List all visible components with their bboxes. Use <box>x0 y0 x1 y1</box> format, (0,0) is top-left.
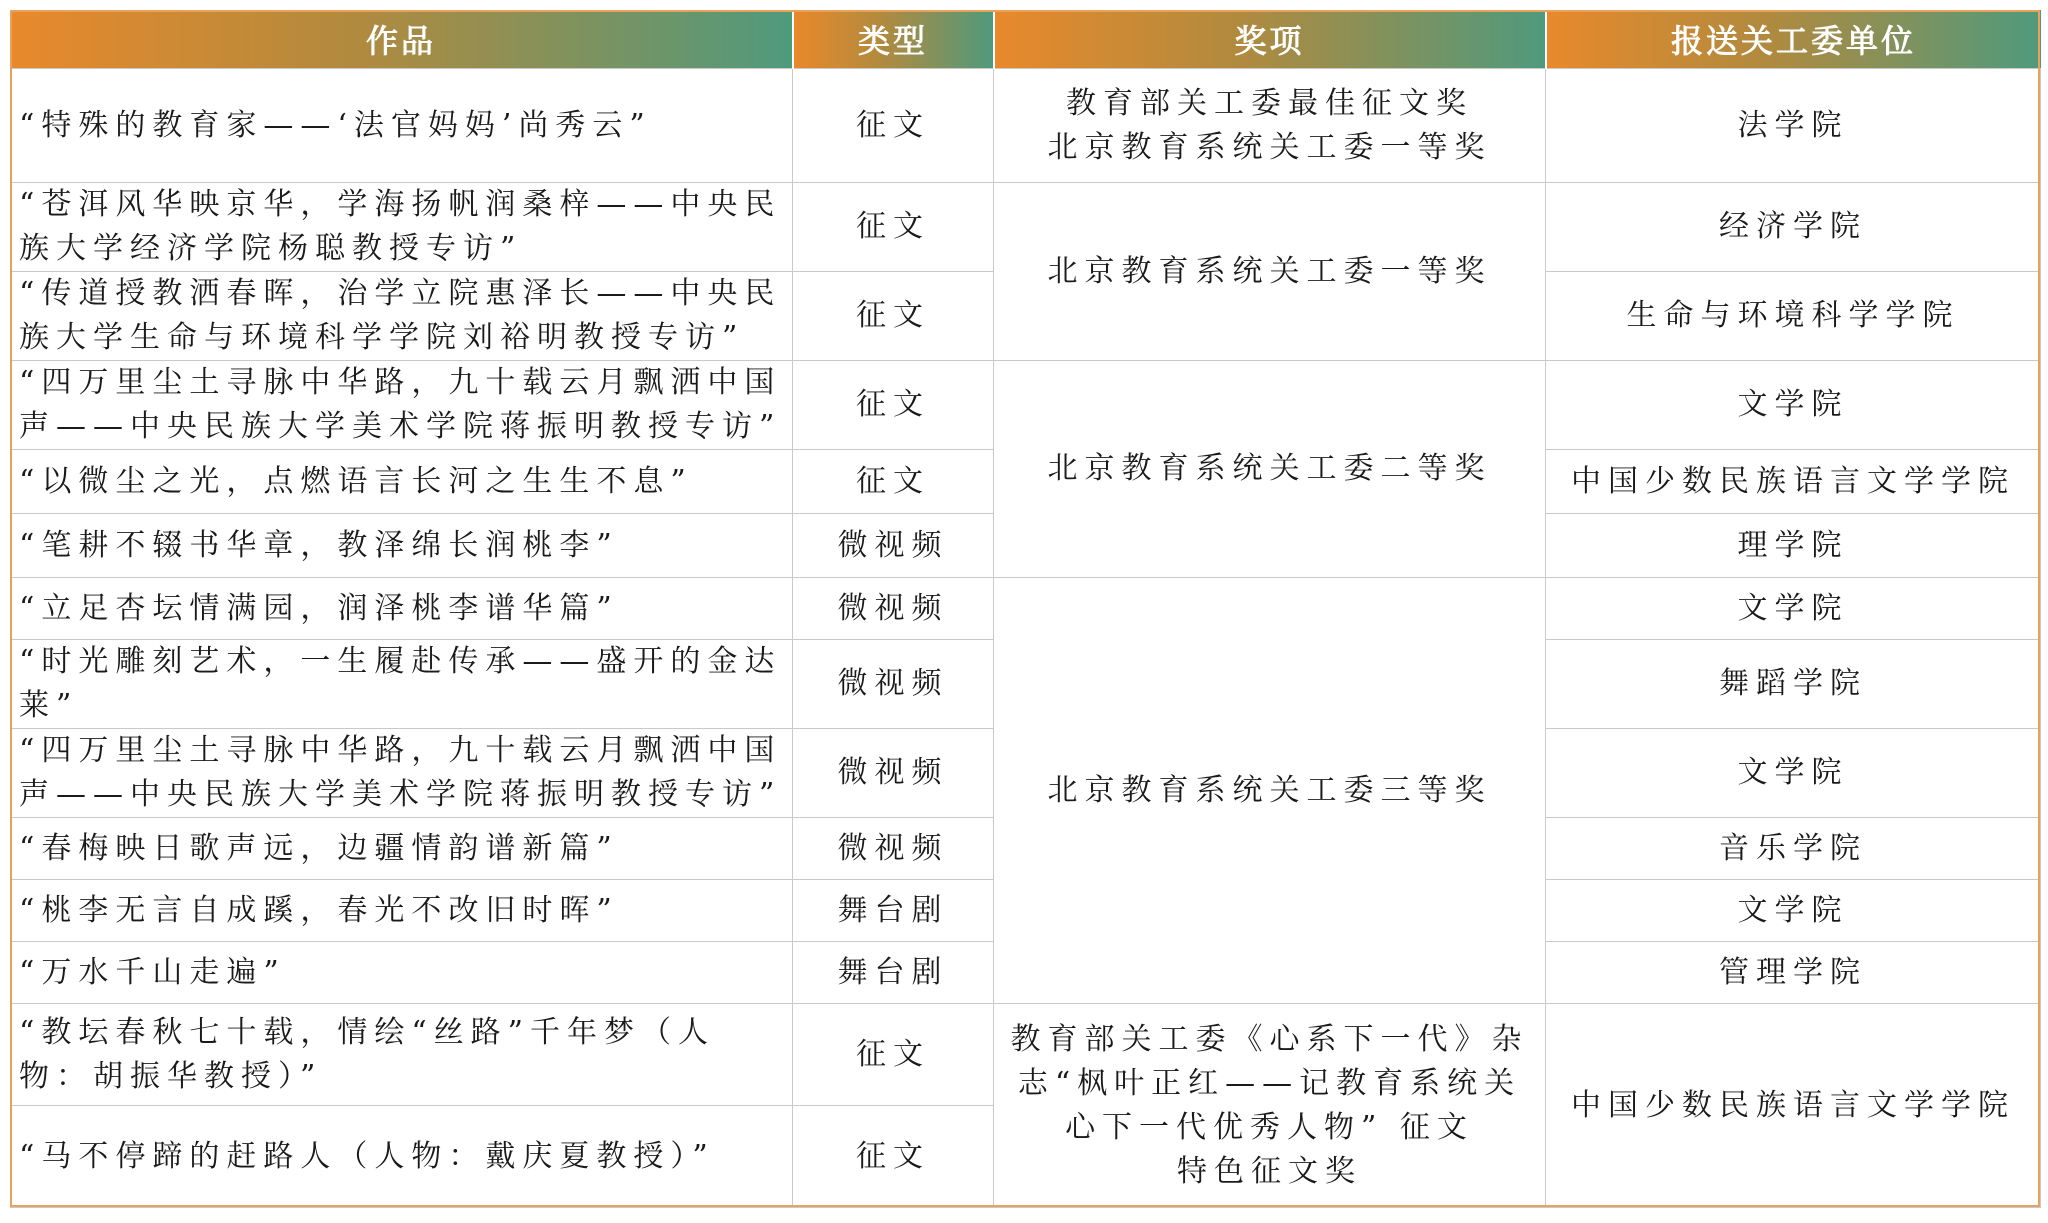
unit-cell: 管理学院 <box>1546 942 2041 1004</box>
work-type: 微视频 <box>793 578 994 640</box>
unit-cell: 法学院 <box>1546 69 2041 183</box>
work-title: “笔耕不辍书华章，教泽绵长润桃李” <box>11 514 793 578</box>
work-title: “教坛春秋七十载，情绘“丝路”千年梦（人物：胡振华教授）” <box>11 1004 793 1106</box>
work-title: “春梅映日歌声远，边疆情韵谱新篇” <box>11 818 793 880</box>
work-title: “特殊的教育家——‘法官妈妈’尚秀云” <box>11 69 793 183</box>
unit-cell: 文学院 <box>1546 729 2041 818</box>
award-cell: 北京教育系统关工委二等奖 <box>994 361 1546 578</box>
work-type: 微视频 <box>793 729 994 818</box>
work-title: “马不停蹄的赶路人（人物：戴庆夏教授）” <box>11 1106 793 1208</box>
header-type: 类型 <box>793 10 994 69</box>
work-type: 舞台剧 <box>793 942 994 1004</box>
unit-cell: 文学院 <box>1546 880 2041 942</box>
unit-cell: 中国少数民族语言文学学院 <box>1546 450 2041 514</box>
work-type: 征文 <box>793 1106 994 1208</box>
unit-cell: 生命与环境科学学院 <box>1546 272 2041 361</box>
unit-cell: 理学院 <box>1546 514 2041 578</box>
table-row <box>11 361 2041 450</box>
table-row <box>11 69 2041 183</box>
work-title: “桃李无言自成蹊，春光不改旧时晖” <box>11 880 793 942</box>
award-line: 教育部关工委《心系下一代》杂 <box>1010 1021 1529 1057</box>
work-type: 舞台剧 <box>793 880 994 942</box>
unit-cell: 文学院 <box>1546 578 2041 640</box>
award-cell: 北京教育系统关工委一等奖 <box>994 183 1546 361</box>
work-title: “立足杏坛情满园，润泽桃李谱华篇” <box>11 578 793 640</box>
table-row <box>11 183 2041 272</box>
work-type: 征文 <box>793 361 994 450</box>
awards-table-container <box>10 10 2041 1208</box>
award-cell: 北京教育系统关工委三等奖 <box>994 578 1546 1004</box>
awards-table <box>10 10 2041 1208</box>
unit-cell: 文学院 <box>1546 361 2041 450</box>
unit-cell: 经济学院 <box>1546 183 2041 272</box>
work-title: “苍洱风华映京华，学海扬帆润桑梓——中央民族大学经济学院杨聪教授专访” <box>11 183 793 272</box>
table-row <box>11 1004 2041 1106</box>
work-title: “传道授教洒春晖，治学立院惠泽长——中央民族大学生命与环境科学学院刘裕明教授专访” <box>11 272 793 361</box>
award-line: 教育部关工委最佳征文奖 <box>1066 85 1473 121</box>
work-title: “以微尘之光，点燃语言长河之生生不息” <box>11 450 793 514</box>
header-row <box>11 10 2041 69</box>
award-line: 志“枫叶正红——记教育系统关 <box>1017 1065 1522 1101</box>
award-line: 心下一代优秀人物” 征文 <box>1065 1109 1474 1145</box>
award-cell <box>994 1004 1546 1208</box>
work-title: “万水千山走遍” <box>11 942 793 1004</box>
header-unit: 报送关工委单位 <box>1546 10 2041 69</box>
unit-cell: 舞蹈学院 <box>1546 640 2041 729</box>
work-type: 微视频 <box>793 514 994 578</box>
work-type: 征文 <box>793 1004 994 1106</box>
award-cell <box>994 69 1546 183</box>
work-type: 征文 <box>793 183 994 272</box>
unit-cell: 音乐学院 <box>1546 818 2041 880</box>
work-type: 征文 <box>793 69 994 183</box>
work-type: 征文 <box>793 272 994 361</box>
unit-cell: 中国少数民族语言文学学院 <box>1546 1004 2041 1208</box>
table-row <box>11 578 2041 640</box>
award-line: 北京教育系统关工委一等奖 <box>1047 129 1492 165</box>
work-title: “四万里尘土寻脉中华路，九十载云月飘洒中国声——中央民族大学美术学院蒋振明教授专访” <box>11 361 793 450</box>
work-type: 征文 <box>793 450 994 514</box>
work-type: 微视频 <box>793 640 994 729</box>
award-line: 特色征文奖 <box>1177 1153 1362 1189</box>
header-award: 奖项 <box>994 10 1546 69</box>
header-work: 作品 <box>11 10 793 69</box>
work-title: “四万里尘土寻脉中华路，九十载云月飘洒中国声——中央民族大学美术学院蒋振明教授专访” <box>11 729 793 818</box>
work-type: 微视频 <box>793 818 994 880</box>
work-title: “时光雕刻艺术，一生履赴传承——盛开的金达莱” <box>11 640 793 729</box>
